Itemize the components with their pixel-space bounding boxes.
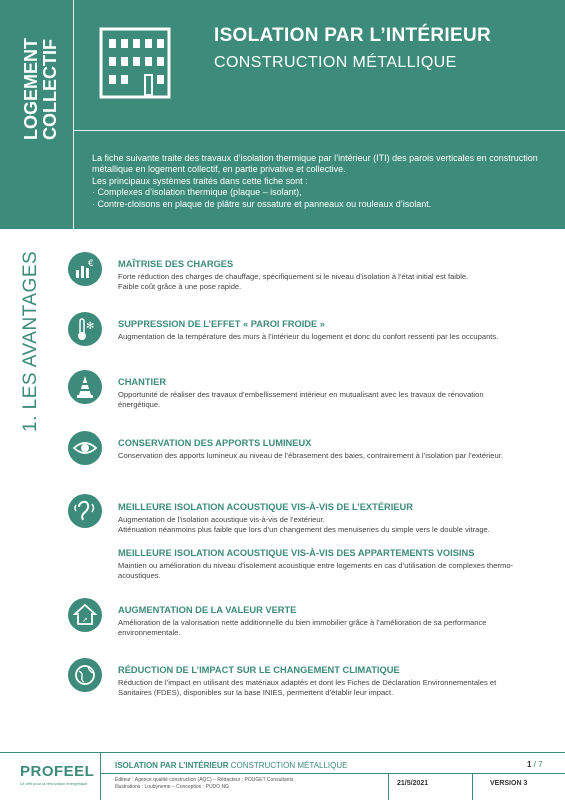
section-label: 1. LES AVANTAGES <box>20 250 41 432</box>
advantage-item <box>118 258 518 292</box>
footer-title: ISOLATION PAR L’INTÉRIEUR CONSTRUCTION MÉTALLIQUE <box>115 761 348 770</box>
svg-text:↗: ↗ <box>82 616 88 624</box>
footer-date: 21/5/2021 <box>397 780 429 787</box>
header-divider-horizontal <box>73 130 565 131</box>
footer-divider-vertical <box>100 752 101 800</box>
side-title-line1: LOGEMENT <box>21 38 41 140</box>
svg-text:€: € <box>88 259 94 269</box>
advantage-title: MEILLEURE ISOLATION ACOUSTIQUE VIS-À-VIS DE L’EXTÉRIEUR <box>118 502 413 512</box>
advantage-text: Augmentation de la température des murs à l’intérieur du logement et donc du confort ressenti par les occupants. <box>118 332 499 341</box>
advantage-item <box>118 604 518 638</box>
advantage-text: Forte réduction des charges de chauffage, spécifiquement si le niveau d’isolation à l’état initial est faible. Faible coût grâce à une pose rapide. <box>118 272 469 291</box>
svg-text:✻: ✻ <box>86 321 95 332</box>
house-value-icon <box>68 598 102 632</box>
euro-chart-icon <box>68 252 102 286</box>
advantage-title: AUGMENTATION DE LA VALEUR VERTE <box>118 605 297 615</box>
intro-paragraph: Les principaux systèmes traités dans cette fiche sont : <box>92 175 308 186</box>
page-number: 1 / 7 <box>527 760 543 769</box>
thermometer-snowflake-icon <box>68 312 102 346</box>
advantage-text: Augmentation de l’isolation acoustique vis-à-vis de l’extérieur. Atténuation néanmoins plus faible que lors d’un changement des menuiseries du simple vers le double vitrage. <box>118 515 490 534</box>
side-title-line2: COLLECTIF <box>40 39 60 140</box>
footer-credits: Éditeur : Agence qualité construction (AQC) – Rédacteur : POUGET Consultants Illustrations : Loubyneme – Conception : PUDO NG <box>115 777 294 790</box>
advantage-title: MAÎTRISE DES CHARGES <box>118 259 234 269</box>
side-title <box>22 10 60 140</box>
ear-sound-icon <box>68 494 102 528</box>
advantage-item <box>118 437 518 461</box>
advantage-item <box>118 547 518 581</box>
footer-divider <box>0 752 565 753</box>
advantage-title: CONSERVATION DES APPORTS LUMINEUX <box>118 438 312 448</box>
advantage-text: Maintien ou amélioration du niveau d’isolement acoustique entre logements en cas d’utilisation de complexes thermo-acoustiques. <box>118 561 514 580</box>
intro-paragraph: La fiche suivante traite des travaux d’isolation thermique par l’intérieur (ITI) des parois verticales en construction métallique en logement collectif, en partie privative et collective. <box>92 153 538 175</box>
footer-separator <box>388 773 389 800</box>
advantage-title: SUPPRESSION DE L’EFFET « PAROI FROIDE » <box>118 319 325 329</box>
advantage-item <box>118 318 518 342</box>
building-icon <box>99 27 171 99</box>
header-divider-vertical <box>73 0 74 229</box>
profeel-logo-tagline: Le défi pour la rénovation énergétique <box>20 781 88 786</box>
advantage-item <box>118 501 518 535</box>
globe-icon <box>68 658 102 692</box>
page-subtitle: CONSTRUCTION MÉTALLIQUE <box>214 54 457 71</box>
footer-version: VERSION 3 <box>490 780 528 787</box>
page-title: ISOLATION PAR L’INTÉRIEUR <box>214 25 492 46</box>
advantage-text: Conservation des apports lumineux au niveau de l’ébrasement des baies, contrairement à l’isolation par l’extérieur. <box>118 451 503 460</box>
footer-separator <box>472 773 473 800</box>
advantage-title: RÉDUCTION DE L’IMPACT SUR LE CHANGEMENT CLIMATIQUE <box>118 665 400 675</box>
footer-divider-inner <box>101 773 565 774</box>
profeel-logo: PROFEEL <box>20 763 95 780</box>
advantage-text: Réduction de l’impact en utilisant des matériaux adaptés et dont les Fiches de Déclaration Environnementales et Sanitaires (FDES), disponibles sur la base INIES, permettent d’établir leur impact. <box>118 678 497 697</box>
advantage-text: Amélioration de la valorisation nette additionnelle du bien immobilier grâce à l’amélioration de sa performance environnementale. <box>118 618 487 637</box>
advantage-title: CHANTIER <box>118 377 167 387</box>
intro-bullet: · Complexes d’isolation thermique (plaque – isolant), <box>92 187 302 198</box>
traffic-cone-icon <box>68 370 102 404</box>
advantage-item <box>118 376 518 410</box>
advantage-title: MEILLEURE ISOLATION ACOUSTIQUE VIS-À-VIS DES APPARTEMENTS VOISINS <box>118 548 475 558</box>
advantage-text: Opportunité de réaliser des travaux d’embellissement intérieur en mutualisant avec les travaux de rénovation énergétique. <box>118 390 484 409</box>
advantage-item <box>118 664 518 698</box>
intro-text <box>92 153 542 210</box>
eye-icon <box>68 431 102 465</box>
intro-bullet: · Contre-cloisons en plaque de plâtre sur ossature et panneaux ou rouleaux d’isolant. <box>92 198 432 209</box>
